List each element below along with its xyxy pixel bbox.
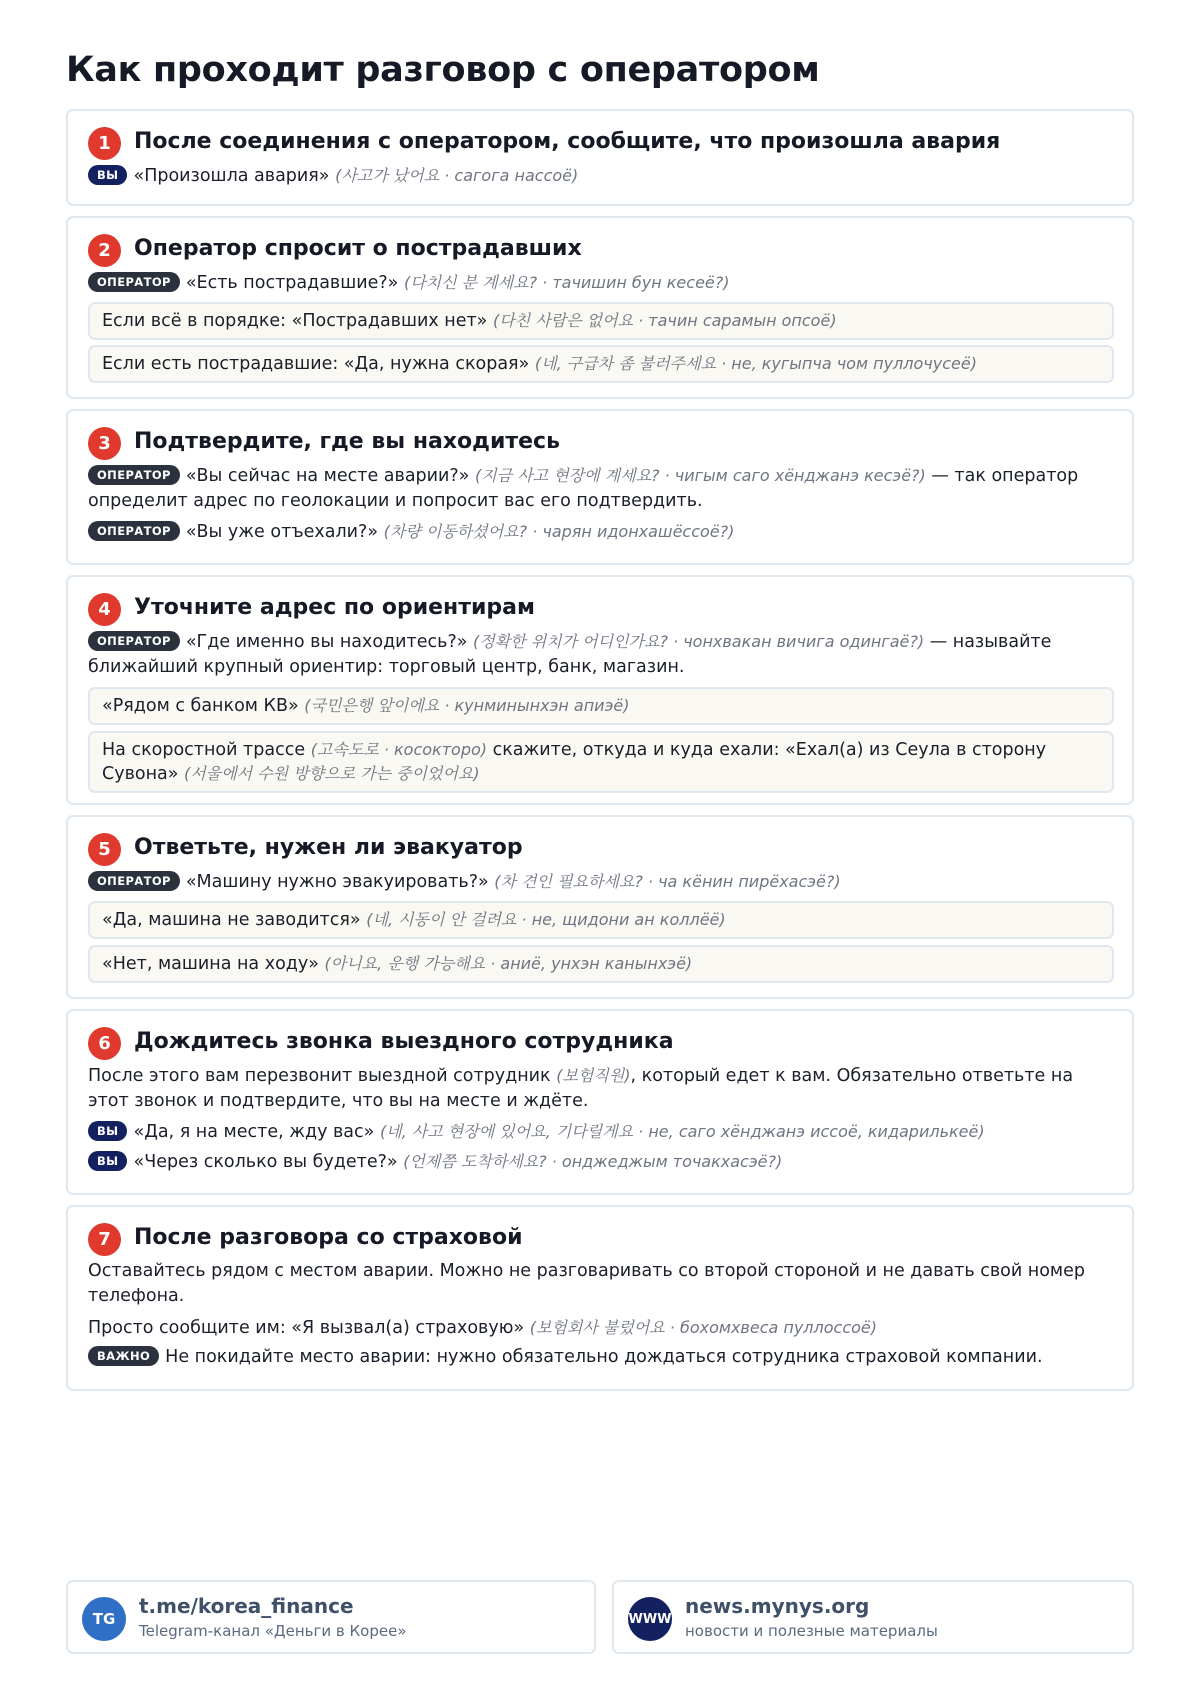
globe-icon: WWW bbox=[628, 1597, 672, 1641]
korean-translation: (차 견인 필요하세요? · ча кёнин пирёхасэё?) bbox=[494, 872, 841, 891]
step-header bbox=[88, 1023, 674, 1060]
step-title: После разговора со страховой bbox=[134, 1225, 523, 1250]
korean-translation: (다친 사람은 없어요 · тачин сарамын опсоё) bbox=[492, 311, 837, 330]
phrase: «Вы сейчас на месте аварии?» bbox=[185, 466, 470, 486]
step-title: Оператор спросит о пострадавших bbox=[134, 236, 582, 261]
you-badge: ВЫ bbox=[88, 1121, 127, 1141]
step-card-4 bbox=[66, 575, 1134, 805]
option-text: Если всё в порядке: «Пострадавших нет» bbox=[102, 311, 488, 331]
korean-translation: (언제쯤 도착하세요? · онджеджым точакхасэё?) bbox=[403, 1152, 783, 1171]
step-card-2 bbox=[66, 216, 1134, 399]
operator-phrase-line bbox=[88, 463, 1114, 514]
answer-option bbox=[88, 302, 1114, 340]
answer-option bbox=[88, 901, 1114, 939]
korean-translation: (정확한 위치가 어디인가요? · чонхвакан вичига одингаё?) bbox=[473, 632, 925, 651]
korean-translation: (국민은행 앞이에요 · кунминынхэн апиэё) bbox=[304, 696, 630, 715]
operator-badge: ОПЕРАТОР bbox=[88, 871, 180, 891]
korean-translation: (보험직원) bbox=[556, 1066, 631, 1085]
step-number: 2 bbox=[88, 234, 121, 267]
option-text: «Рядом с банком КВ» bbox=[102, 696, 299, 716]
you-badge: ВЫ bbox=[88, 165, 127, 185]
step-description bbox=[88, 1315, 1114, 1341]
note: — так оператор определит адрес по геолокации и попросит вас его подтвердить. bbox=[88, 466, 1079, 511]
korean-translation: (다치신 분 계세요? · тачишин бун кесеё?) bbox=[403, 273, 730, 292]
you-badge: ВЫ bbox=[88, 1151, 127, 1171]
option-text: Если есть пострадавшие: «Да, нужна скорая» bbox=[102, 354, 530, 374]
website-subtitle: новости и полезные материалы bbox=[685, 1622, 938, 1640]
step-title: Уточните адрес по ориентирам bbox=[134, 595, 535, 620]
step-description bbox=[88, 1259, 1114, 1309]
step-number: 7 bbox=[88, 1223, 121, 1256]
step-title: После соединения с оператором, сообщите, что произошла авария bbox=[134, 129, 1001, 154]
answer-option bbox=[88, 731, 1114, 793]
operator-phrase-line bbox=[88, 629, 1114, 680]
step-header bbox=[88, 589, 535, 626]
you-phrase-line bbox=[88, 1119, 1114, 1145]
step-header bbox=[88, 423, 560, 460]
important-line bbox=[88, 1345, 1114, 1370]
step-header bbox=[88, 230, 582, 267]
operator-badge: ОПЕРАТОР bbox=[88, 272, 180, 292]
option-text: На скоростной трассе bbox=[102, 740, 306, 760]
telegram-link[interactable]: t.me/korea_finance bbox=[139, 1594, 354, 1618]
description-text: Оставайтесь рядом с местом аварии. Можно не разговаривать со второй стороной и не давать свой номер телефона. bbox=[88, 1261, 1086, 1306]
korean-translation: (서울에서 수원 방향으로 가는 중이었어요) bbox=[184, 764, 480, 783]
footer-website-card[interactable] bbox=[612, 1580, 1134, 1654]
important-text: Не покидайте место аварии: нужно обязательно дождаться сотрудника страховой компании. bbox=[165, 1347, 1043, 1367]
answer-option bbox=[88, 345, 1114, 383]
phrase: «Есть пострадавшие?» bbox=[185, 273, 399, 293]
step-title: Ответьте, нужен ли эвакуатор bbox=[134, 835, 523, 860]
you-phrase-line bbox=[88, 163, 1114, 189]
website-link[interactable]: news.mynys.org bbox=[685, 1594, 870, 1618]
phrase: «Произошла авария» bbox=[133, 166, 330, 186]
operator-badge: ОПЕРАТОР bbox=[88, 631, 180, 651]
operator-badge: ОПЕРАТОР bbox=[88, 521, 180, 541]
step-header bbox=[88, 1219, 523, 1256]
option-text: «Нет, машина на ходу» bbox=[102, 954, 319, 974]
answer-option bbox=[88, 687, 1114, 725]
step-card-3 bbox=[66, 409, 1134, 565]
step-header bbox=[88, 123, 1000, 160]
step-number: 3 bbox=[88, 427, 121, 460]
description-text: Просто сообщите им: «Я вызвал(а) страховую» bbox=[88, 1318, 525, 1338]
korean-translation: (고속도로 · косокторо) bbox=[310, 740, 488, 759]
phrase: «Машину нужно эвакуировать?» bbox=[185, 872, 489, 892]
description-text: После этого вам перезвонит выездной сотрудник bbox=[88, 1066, 551, 1086]
step-description bbox=[88, 1063, 1114, 1114]
page-title: Как проходит разговор с оператором bbox=[66, 50, 820, 90]
korean-translation: (네, 시동이 안 걸려요 · не, щидони ан коллёё) bbox=[366, 910, 726, 929]
telegram-icon: TG bbox=[82, 1597, 126, 1641]
operator-phrase-line bbox=[88, 270, 1114, 296]
option-text: «Да, машина не заводится» bbox=[102, 910, 361, 930]
korean-translation: (지금 사고 현장에 계세요? · чигым саго хёнджанэ кесэё?) bbox=[474, 466, 926, 485]
step-card-5 bbox=[66, 815, 1134, 999]
operator-phrase-line bbox=[88, 519, 1114, 545]
description-text: , который едет к вам. Обязательно ответьте на этот звонок и подтвердите, что вы на месте и ждёте. bbox=[88, 1066, 1074, 1111]
step-card-6 bbox=[66, 1009, 1134, 1195]
step-card-7 bbox=[66, 1205, 1134, 1391]
step-number: 5 bbox=[88, 833, 121, 866]
step-number: 1 bbox=[88, 127, 121, 160]
korean-translation: (사고가 났어요 · сагога нассоё) bbox=[335, 166, 579, 185]
korean-translation: (차량 이동하셨어요? · чарян идонхашёссоё?) bbox=[383, 522, 735, 541]
phrase: «Да, я на месте, жду вас» bbox=[133, 1122, 375, 1142]
telegram-subtitle: Telegram-канал «Деньги в Корее» bbox=[139, 1622, 407, 1640]
answer-option bbox=[88, 945, 1114, 983]
note: — называйте ближайший крупный ориентир: торговый центр, банк, магазин. bbox=[88, 632, 1052, 677]
important-badge: ВАЖНО bbox=[88, 1346, 159, 1366]
step-header bbox=[88, 829, 523, 866]
korean-translation: (네, 사고 현장에 있어요, 기다릴게요 · не, саго хёнджанэ иссоё, кидарилькеё) bbox=[379, 1122, 985, 1141]
phrase: «Вы уже отъехали?» bbox=[185, 522, 379, 542]
korean-translation: (아니요, 운행 가능해요 · аниё, унхэн канынхэё) bbox=[324, 954, 693, 973]
footer-telegram-card[interactable] bbox=[66, 1580, 596, 1654]
phrase: «Через сколько вы будете?» bbox=[133, 1152, 398, 1172]
step-title: Дождитесь звонка выездного сотрудника bbox=[134, 1029, 674, 1054]
step-title: Подтвердите, где вы находитесь bbox=[134, 429, 560, 454]
operator-badge: ОПЕРАТОР bbox=[88, 465, 180, 485]
step-number: 4 bbox=[88, 593, 121, 626]
step-card-1 bbox=[66, 109, 1134, 206]
phrase: «Где именно вы находитесь?» bbox=[185, 632, 468, 652]
korean-translation: (네, 구급차 좀 불러주세요 · не, кугыпча чом пуллочусеё) bbox=[534, 354, 977, 373]
you-phrase-line bbox=[88, 1149, 1114, 1175]
korean-translation: (보험회사 불렀어요 · бохомхвеса пуллоссоё) bbox=[529, 1318, 878, 1337]
step-number: 6 bbox=[88, 1027, 121, 1060]
option-text: скажите, откуда и куда ехали: «Ехал(а) из Сеула в сторону Сувона» bbox=[102, 740, 1047, 784]
operator-phrase-line bbox=[88, 869, 1114, 895]
